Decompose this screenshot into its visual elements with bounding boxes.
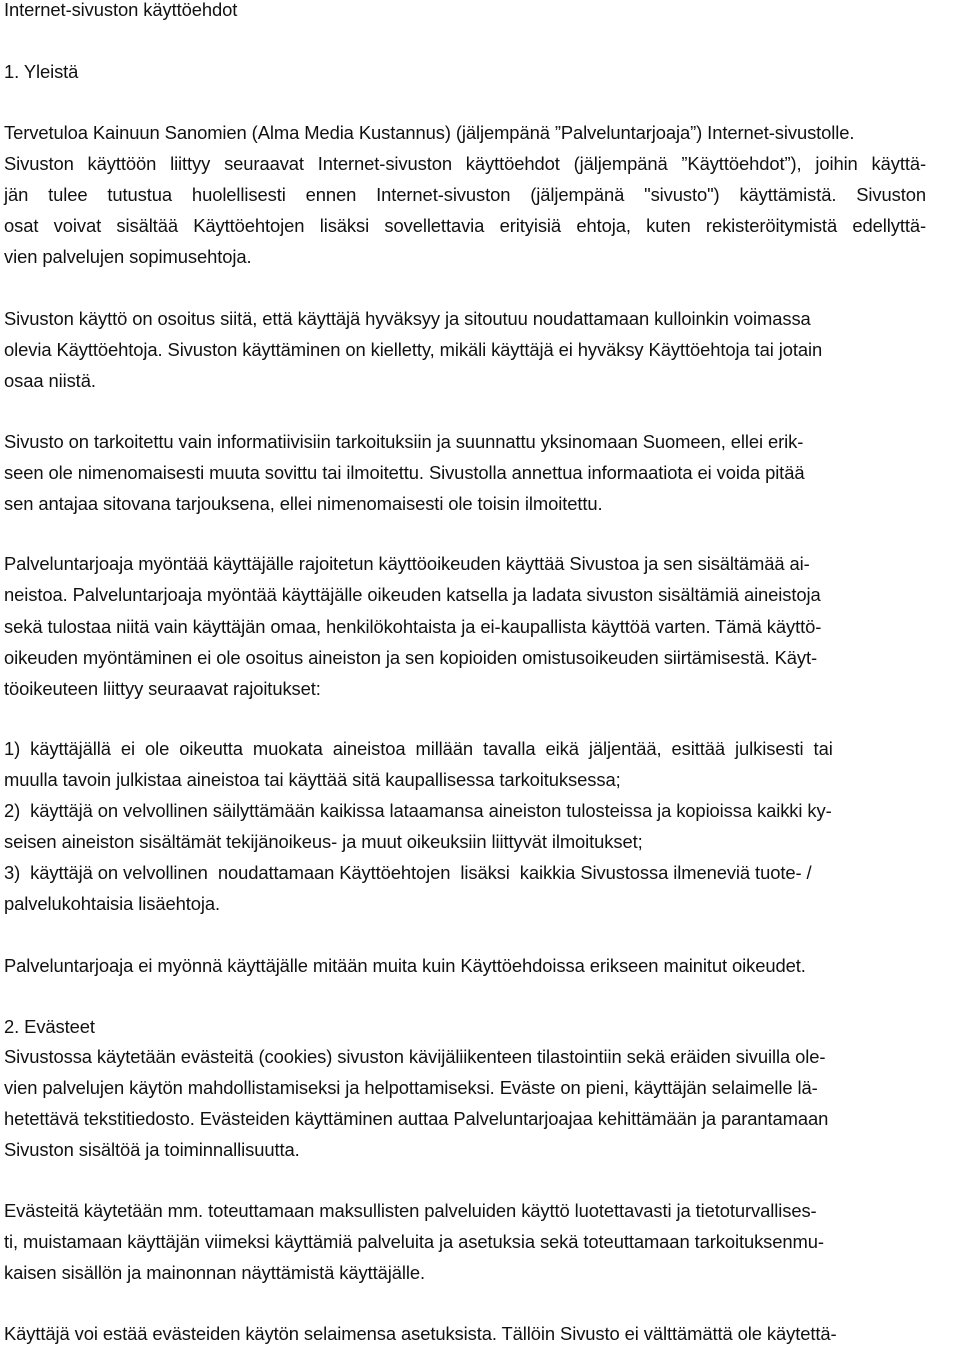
paragraph-line: jän tulee tutustua huolellisesti ennen Internet-sivuston (jäljempänä "sivusto") käyttämistä. Sivuston [4, 184, 926, 205]
paragraph-line: sekä tulostaa niitä vain käyttäjän omaa, henkilökohtaista ja ei-kaupallista käyttöä varten. Tämä käyttö- [4, 616, 822, 637]
list-item: 2) käyttäjä on velvollinen säilyttämään kaikissa lataamansa aineiston tulosteissa ja kopioissa kaikki ky- [4, 800, 832, 821]
paragraph-line: Tervetuloa Kainuun Sanomien (Alma Media Kustannus) (jäljempänä ”Palveluntarjoaja”) Internet-sivustolle. [4, 122, 855, 143]
list-item: 3) käyttäjä on velvollinen noudattamaan Käyttöehtojen lisäksi kaikkia Sivustossa ilmeneviä tuote- / [4, 862, 812, 883]
list-item: 1) käyttäjällä ei ole oikeutta muokata aineistoa millään tavalla eikä jäljentää, esittää julkisesti tai [4, 738, 833, 759]
list-item-continuation: seisen aineiston sisältämät tekijänoikeus- ja muut oikeuksiin liittyvät ilmoitukset; [4, 831, 643, 852]
paragraph-line: Sivuston sisältöä ja toiminnallisuutta. [4, 1139, 300, 1160]
list-item-continuation: muulla tavoin julkistaa aineistoa tai käyttää sitä kaupallisessa tarkoituksessa; [4, 769, 621, 790]
paragraph-line: vien palvelujen käytön mahdollistamiseksi ja helpottamiseksi. Eväste on pieni, käyttäjän selaimelle lä- [4, 1077, 818, 1098]
paragraph-line: olevia Käyttöehtoja. Sivuston käyttäminen on kielletty, mikäli käyttäjä ei hyväksy Käyttöehtoja tai jotain [4, 339, 823, 360]
paragraph-line: sen antajaa sitovana tarjouksena, ellei nimenomaisesti ole toisin ilmoitettu. [4, 493, 603, 514]
paragraph-line: neistoa. Palveluntarjoaja myöntää käyttäjälle oikeuden katsella ja ladata sivuston sisältämiä aineistoja [4, 584, 821, 605]
paragraph-line: Käyttäjä voi estää evästeiden käytön selaimensa asetuksista. Tällöin Sivusto ei välttämättä ole käytettä- [4, 1323, 837, 1344]
paragraph-line: Evästeitä käytetään mm. toteuttamaan maksullisten palveluiden käyttö luotettavasti ja tietoturvallises- [4, 1200, 817, 1221]
paragraph-line: Sivusto on tarkoitettu vain informatiivisiin tarkoituksiin ja suunnattu yksinomaan Suomeen, ellei erik- [4, 431, 804, 452]
section-heading-cookies: 2. Evästeet [4, 1016, 95, 1037]
paragraph-line: Palveluntarjoaja ei myönnä käyttäjälle mitään muita kuin Käyttöehdoissa erikseen mainitut oikeudet. [4, 955, 806, 976]
paragraph-line: kaisen sisällön ja mainonnan näyttämistä käyttäjälle. [4, 1262, 425, 1283]
paragraph-line: Palveluntarjoaja myöntää käyttäjälle rajoitetun käyttöoikeuden käyttää Sivustoa ja sen sisältämää ai- [4, 553, 810, 574]
paragraph-line: Sivustossa käytetään evästeitä (cookies) sivuston kävijäliikenteen tilastointiin sekä eräiden sivuilla ole- [4, 1046, 826, 1067]
list-item-continuation: palvelukohtaisia lisäehtoja. [4, 893, 220, 914]
paragraph-line: osat voivat sisältää Käyttöehtojen lisäksi sovellettavia erityisiä ehtoja, kuten rekisteröitymistä edellyttä- [4, 215, 926, 236]
paragraph-line: Sivuston käyttö on osoitus siitä, että käyttäjä hyväksyy ja sitoutuu noudattamaan kulloinkin voimassa [4, 308, 811, 329]
page-title: Internet-sivuston käyttöehdot [4, 0, 238, 20]
paragraph-line: Sivuston käyttöön liittyy seuraavat Internet-sivuston käyttöehdot (jäljempänä ”Käyttöehdot”), joihin käyttä- [4, 153, 926, 174]
paragraph-line: oikeuden myöntäminen ei ole osoitus aineiston ja sen kopioiden omistusoikeuden siirtämisestä. Käyt- [4, 647, 818, 668]
paragraph-line: ti, muistamaan käyttäjän viimeksi käyttämiä palveluita ja asetuksia sekä toteuttamaan tarkoituksenmu- [4, 1231, 824, 1252]
paragraph-line: vien palvelujen sopimusehtoja. [4, 246, 252, 267]
section-heading-general: 1. Yleistä [4, 61, 79, 82]
paragraph-line: osaa niistä. [4, 370, 96, 391]
paragraph-line: seen ole nimenomaisesti muuta sovittu tai ilmoitettu. Sivustolla annettua informaatiota ei voida pitää [4, 462, 805, 483]
paragraph-line: hetettävä tekstitiedosto. Evästeiden käyttäminen auttaa Palveluntarjoajaa kehittämään ja parantamaan [4, 1108, 829, 1129]
paragraph-line: töoikeuteen liittyy seuraavat rajoitukset: [4, 678, 321, 699]
